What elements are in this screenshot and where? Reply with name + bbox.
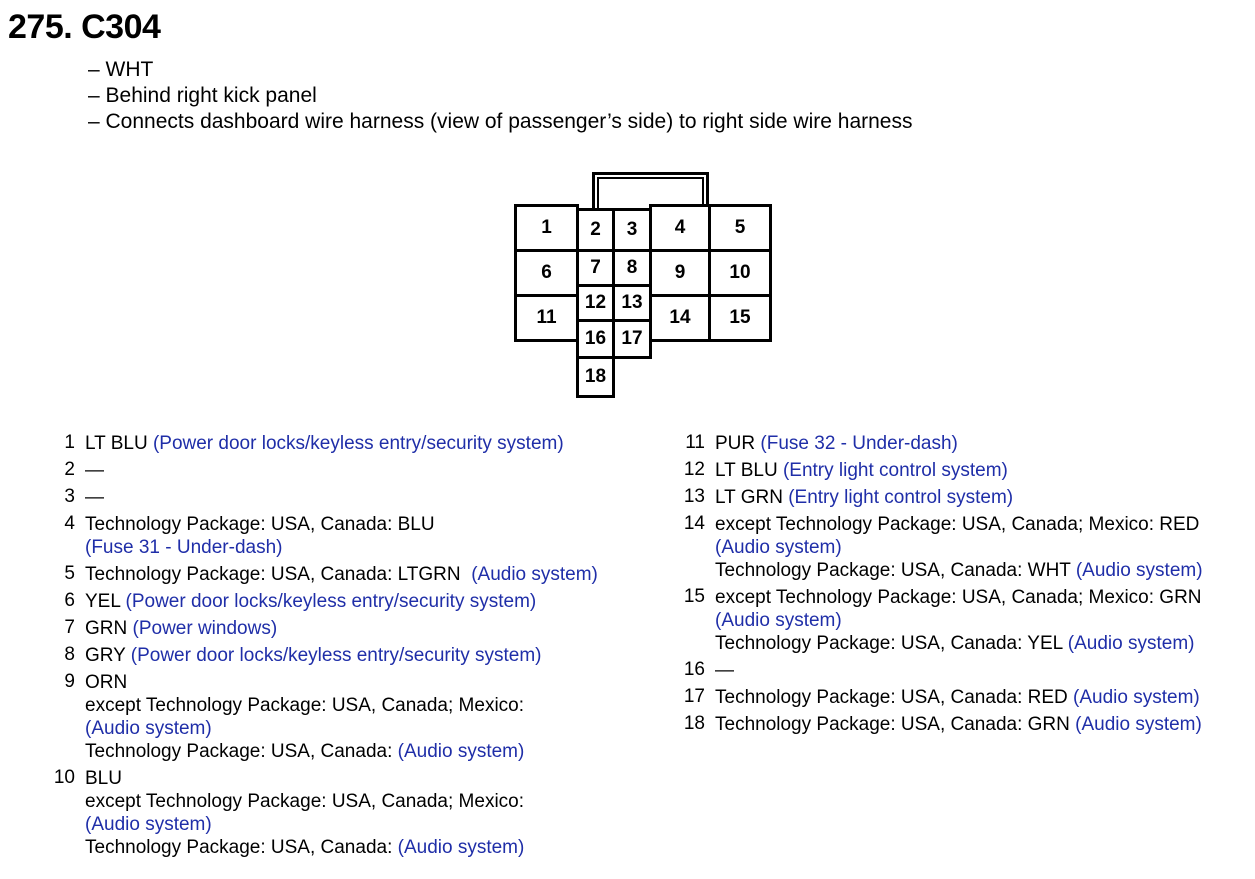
pin-description-line: [85, 671, 524, 694]
pin-description: [715, 686, 1200, 709]
system-reference-link[interactable]: (Power door locks/keyless entry/security system): [130, 645, 542, 666]
connector-info-list: [88, 57, 912, 135]
pin-description-line: [85, 644, 542, 667]
pin-number: 10: [53, 767, 75, 788]
pin-description-line: [85, 717, 524, 740]
wire-color-text: ORN: [85, 672, 128, 693]
pin-number: 12: [683, 459, 705, 480]
pin-number: 4: [64, 513, 75, 534]
pin-description: [715, 432, 958, 455]
system-reference-link[interactable]: (Audio system): [1075, 714, 1202, 735]
pin-description: [85, 590, 536, 613]
cavity-6: 6: [514, 249, 579, 297]
system-reference-link[interactable]: (Fuse 32 - Under-dash): [760, 433, 958, 454]
pin-description-line: [85, 767, 524, 790]
pin-description: [715, 659, 734, 682]
wire-color-text: Technology Package: USA, Canada: LTGRN: [85, 564, 472, 585]
wire-color-text: except Technology Package: USA, Canada; Mexico:: [85, 791, 525, 812]
wire-color-text: except Technology Package: USA, Canada; Mexico:: [85, 695, 525, 716]
pin-number: 2: [64, 459, 75, 480]
pin-number: 1: [64, 432, 75, 453]
pin-description: [85, 767, 524, 859]
pin-description: [85, 563, 598, 586]
system-reference-link[interactable]: (Power door locks/keyless entry/security system): [125, 591, 537, 612]
pin-entry-5: [52, 563, 598, 586]
pin-number: 14: [683, 513, 705, 534]
pin-entry-2: [52, 459, 598, 482]
pin-entry-18: [682, 713, 1203, 736]
pin-description-line: [85, 459, 104, 482]
pin-entry-13: [682, 486, 1203, 509]
wire-color-text: Technology Package: USA, Canada: WHT: [715, 560, 1076, 581]
system-reference-link[interactable]: (Entry light control system): [782, 460, 1008, 481]
pin-entry-6: [52, 590, 598, 613]
pin-entry-4: [52, 513, 598, 559]
wire-color-text: PUR: [715, 433, 761, 454]
cavity-9: 9: [649, 249, 711, 297]
pin-entry-11: [682, 432, 1203, 455]
pin-description: [85, 617, 277, 640]
pin-description: [85, 486, 104, 509]
pin-number: 8: [64, 644, 75, 665]
cavity-5: 5: [708, 204, 772, 252]
pin-list-left: [52, 432, 598, 863]
pin-description: [85, 513, 435, 559]
pin-entry-17: [682, 686, 1203, 709]
wire-color-text: LT BLU: [715, 460, 783, 481]
wire-color-text: GRN: [85, 618, 133, 639]
pin-description: [85, 459, 104, 482]
pin-description-line: [715, 459, 1008, 482]
connector-location: – Behind right kick panel: [88, 84, 317, 107]
pin-description-line: [85, 813, 524, 836]
pin-description-line: [85, 536, 435, 559]
system-reference-link[interactable]: (Audio system): [471, 564, 598, 585]
wire-color-text: —: [715, 660, 734, 681]
pin-description: [715, 586, 1202, 655]
pin-description-line: [85, 836, 524, 859]
wire-color-text: Technology Package: USA, Canada: BLU: [85, 514, 435, 535]
pin-description: [85, 671, 524, 763]
cavity-2: 2: [576, 208, 615, 252]
wire-color-text: Technology Package: USA, Canada:: [85, 741, 398, 762]
pin-description: [85, 432, 564, 455]
pin-number: 9: [64, 671, 75, 692]
pin-description-line: [715, 513, 1203, 536]
connector-color: – WHT: [88, 58, 154, 81]
pin-list-right: [682, 432, 1203, 740]
system-reference-link[interactable]: (Audio system): [397, 741, 525, 762]
connector-title: 275. C304: [8, 8, 161, 46]
system-reference-link[interactable]: (Audio system): [715, 537, 842, 558]
wire-color-text: GRY: [85, 645, 131, 666]
cavity-17: 17: [612, 319, 652, 359]
pin-description-line: [85, 513, 435, 536]
pin-description-line: [715, 586, 1202, 609]
pin-number: 7: [64, 617, 75, 638]
pin-number: 17: [683, 686, 705, 707]
pin-description-line: [715, 486, 1013, 509]
pin-description-line: [85, 740, 524, 763]
pin-number: 3: [64, 486, 75, 507]
pin-entry-16: [682, 659, 1203, 682]
pin-description: [715, 486, 1013, 509]
pin-description: [85, 644, 542, 667]
system-reference-link[interactable]: (Power windows): [132, 618, 278, 639]
pin-number: 16: [683, 659, 705, 680]
pin-description: [715, 459, 1008, 482]
pin-description-line: [85, 694, 524, 717]
cavity-18: 18: [576, 356, 615, 398]
pin-description-line: [85, 590, 536, 613]
pin-description-line: [85, 617, 277, 640]
pin-number: 11: [685, 432, 705, 453]
wire-color-text: LT BLU: [85, 433, 153, 454]
system-reference-link[interactable]: (Audio system): [85, 814, 212, 835]
wire-color-text: LT GRN: [715, 487, 789, 508]
system-reference-link[interactable]: (Audio system): [85, 718, 212, 739]
cavity-3: 3: [612, 208, 652, 252]
pin-description-line: [85, 790, 524, 813]
pin-entry-10: [52, 767, 598, 859]
cavity-11: 11: [514, 294, 579, 342]
cavity-8: 8: [612, 249, 652, 287]
system-reference-link[interactable]: (Audio system): [1073, 687, 1200, 708]
pin-entry-7: [52, 617, 598, 640]
pin-number: 18: [683, 713, 705, 734]
pin-description-line: [715, 686, 1200, 709]
wire-color-text: Technology Package: USA, Canada:: [85, 837, 398, 858]
pin-description-line: [715, 432, 958, 455]
pin-description-line: [85, 432, 564, 455]
system-reference-link[interactable]: (Audio system): [1067, 633, 1195, 654]
pin-number: 6: [64, 590, 75, 611]
wire-color-text: Technology Package: USA, Canada: GRN: [715, 714, 1076, 735]
cavity-1: 1: [514, 204, 579, 252]
pin-description: [715, 513, 1203, 582]
wire-color-text: —: [85, 460, 104, 481]
cavity-13: 13: [612, 284, 652, 322]
pin-description-line: [85, 563, 598, 586]
system-reference-link[interactable]: (Audio system): [1075, 560, 1203, 581]
pin-number: 15: [683, 586, 705, 607]
pin-description: [715, 713, 1202, 736]
pin-description-line: [715, 659, 734, 682]
system-reference-link[interactable]: (Audio system): [397, 837, 525, 858]
pin-entry-14: [682, 513, 1203, 582]
pin-entry-3: [52, 486, 598, 509]
cavity-4: 4: [649, 204, 711, 252]
pin-description-line: [715, 609, 1202, 632]
wire-color-text: BLU: [85, 768, 122, 789]
pin-description-line: [715, 632, 1202, 655]
pin-number: 5: [64, 563, 75, 584]
cavity-12: 12: [576, 284, 615, 322]
pin-entry-9: [52, 671, 598, 763]
cavity-10: 10: [708, 249, 772, 297]
pin-entry-15: [682, 586, 1203, 655]
cavity-7: 7: [576, 249, 615, 287]
pin-description-line: [715, 536, 1203, 559]
system-reference-link[interactable]: (Fuse 31 - Under-dash): [85, 537, 283, 558]
wire-color-text: except Technology Package: USA, Canada; Mexico: RED: [715, 514, 1200, 535]
wire-color-text: except Technology Package: USA, Canada; Mexico: GRN: [715, 587, 1202, 608]
pin-description-line: [85, 486, 104, 509]
pin-description-line: [715, 713, 1202, 736]
pin-number: 13: [683, 486, 705, 507]
wire-color-text: YEL: [85, 591, 126, 612]
pin-entry-8: [52, 644, 598, 667]
cavity-15: 15: [708, 294, 772, 342]
cavity-16: 16: [576, 319, 615, 359]
system-reference-link[interactable]: (Power door locks/keyless entry/security system): [152, 433, 564, 454]
wire-color-text: Technology Package: USA, Canada: RED: [715, 687, 1074, 708]
pin-entry-1: [52, 432, 598, 455]
pin-entry-12: [682, 459, 1203, 482]
wire-color-text: Technology Package: USA, Canada: YEL: [715, 633, 1068, 654]
connector-description: – Connects dashboard wire harness (view of passenger’s side) to right side wire harness: [88, 110, 913, 133]
pin-description-line: [715, 559, 1203, 582]
cavity-14: 14: [649, 294, 711, 342]
system-reference-link[interactable]: (Audio system): [715, 610, 842, 631]
wire-color-text: —: [85, 487, 104, 508]
system-reference-link[interactable]: (Entry light control system): [788, 487, 1014, 508]
